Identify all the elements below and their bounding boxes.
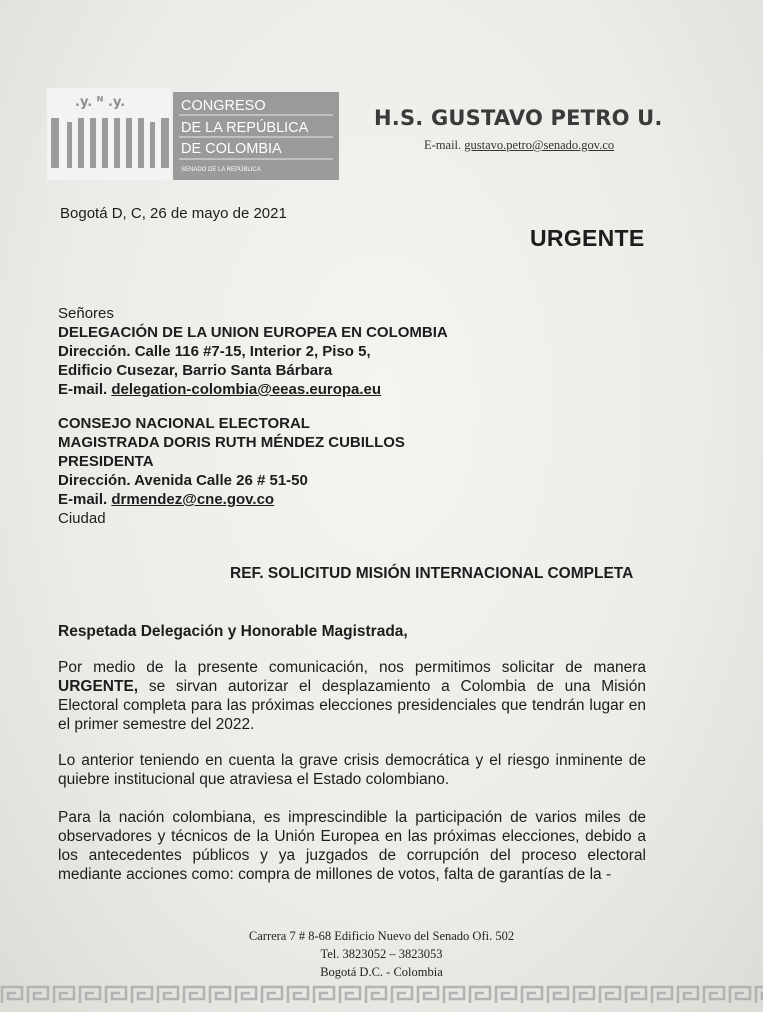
eu-address-line-2: Edificio Cusezar, Barrio Santa Bárbara <box>58 362 333 379</box>
reference-line: REF. SOLICITUD MISIÓN INTERNACIONAL COMPLETA <box>230 565 634 582</box>
eu-delegation-name: DELEGACIÓN DE LA UNION EUROPEA EN COLOMBIA <box>58 324 448 341</box>
logo-dots: .y. ᴺ .y. <box>75 95 126 110</box>
greeting: Señores <box>58 305 114 322</box>
body-paragraph-1 <box>58 658 646 734</box>
cne-city: Ciudad <box>58 510 106 527</box>
cne-email-label: E-mail. <box>58 491 108 508</box>
greek-key-border <box>0 985 763 1005</box>
cne-role: PRESIDENTA <box>58 453 154 470</box>
footer-address <box>0 927 763 981</box>
footer-line-1: Carrera 7 # 8-68 Edificio Nuevo del Senado Ofi. 502 <box>248 929 515 943</box>
logo-line-1: CONGRESO <box>181 98 266 114</box>
eu-email-line <box>58 380 448 399</box>
logo-line-3: DE COLOMBIA <box>181 141 282 157</box>
body-paragraph-3: Para la nación colombiana, es imprescindible la participación de varios miles de observadores y técnicos de la Unión Europea en las próximas elecciones, debido a los antecedentes públicos y ya juzgados de corrupción del proceso electoral mediante acciones como: compra de millones de votos, falta de garantías de la - <box>58 809 646 883</box>
senator-email-line <box>424 138 614 153</box>
logo-subtitle: SENADO DE LA REPÚBLICA <box>181 167 261 173</box>
recipient-block-eu <box>58 304 448 399</box>
p1-start: Por medio de la presente comunicación, nos permitimos solicitar de manera <box>58 659 646 676</box>
body-paragraph-2: Lo anterior teniendo en cuenta la grave crisis democrática y el riesgo inminente de quiebre institucional que atraviesa el Estado colombiano. <box>58 752 646 788</box>
eu-address-line-1: Dirección. Calle 116 #7-15, Interior 2, Piso 5, <box>58 343 371 360</box>
logo-line-2: DE LA REPÚBLICA <box>181 120 309 136</box>
congress-logo <box>47 88 339 180</box>
footer-line-2: Tel. 3823052 – 3823053 <box>320 947 443 961</box>
senator-email-link[interactable]: gustavo.petro@senado.gov.co <box>464 138 615 152</box>
p1-urgent-bold: URGENTE, <box>58 678 139 695</box>
cne-address: Dirección. Avenida Calle 26 # 51-50 <box>58 472 308 489</box>
urgent-label: URGENTE <box>530 225 645 251</box>
eu-email-label: E-mail. <box>58 381 108 398</box>
footer-line-3: Bogotá D.C. - Colombia <box>320 965 443 979</box>
letter-date: Bogotá D, C, 26 de mayo de 2021 <box>60 205 287 222</box>
cne-email-link[interactable]: drmendez@cne.gov.co <box>111 491 275 508</box>
cne-person: MAGISTRADA DORIS RUTH MÉNDEZ CUBILLOS <box>58 434 405 451</box>
salutation: Respetada Delegación y Honorable Magistrada, <box>58 623 408 640</box>
senator-name: H.S. GUSTAVO PETRO U. <box>374 106 663 130</box>
recipient-block-cne <box>58 414 405 528</box>
cne-email-line <box>58 490 405 509</box>
senator-email-label: E-mail. <box>424 138 462 152</box>
eu-email-link[interactable]: delegation-colombia@eeas.europa.eu <box>111 381 382 398</box>
cne-name: CONSEJO NACIONAL ELECTORAL <box>58 415 310 432</box>
p1-end: se sirvan autorizar el desplazamiento a Colombia de una Misión Electoral completa para las próximas elecciones presidenciales que tendrán lugar en el primer semestre del 2022. <box>58 678 646 733</box>
